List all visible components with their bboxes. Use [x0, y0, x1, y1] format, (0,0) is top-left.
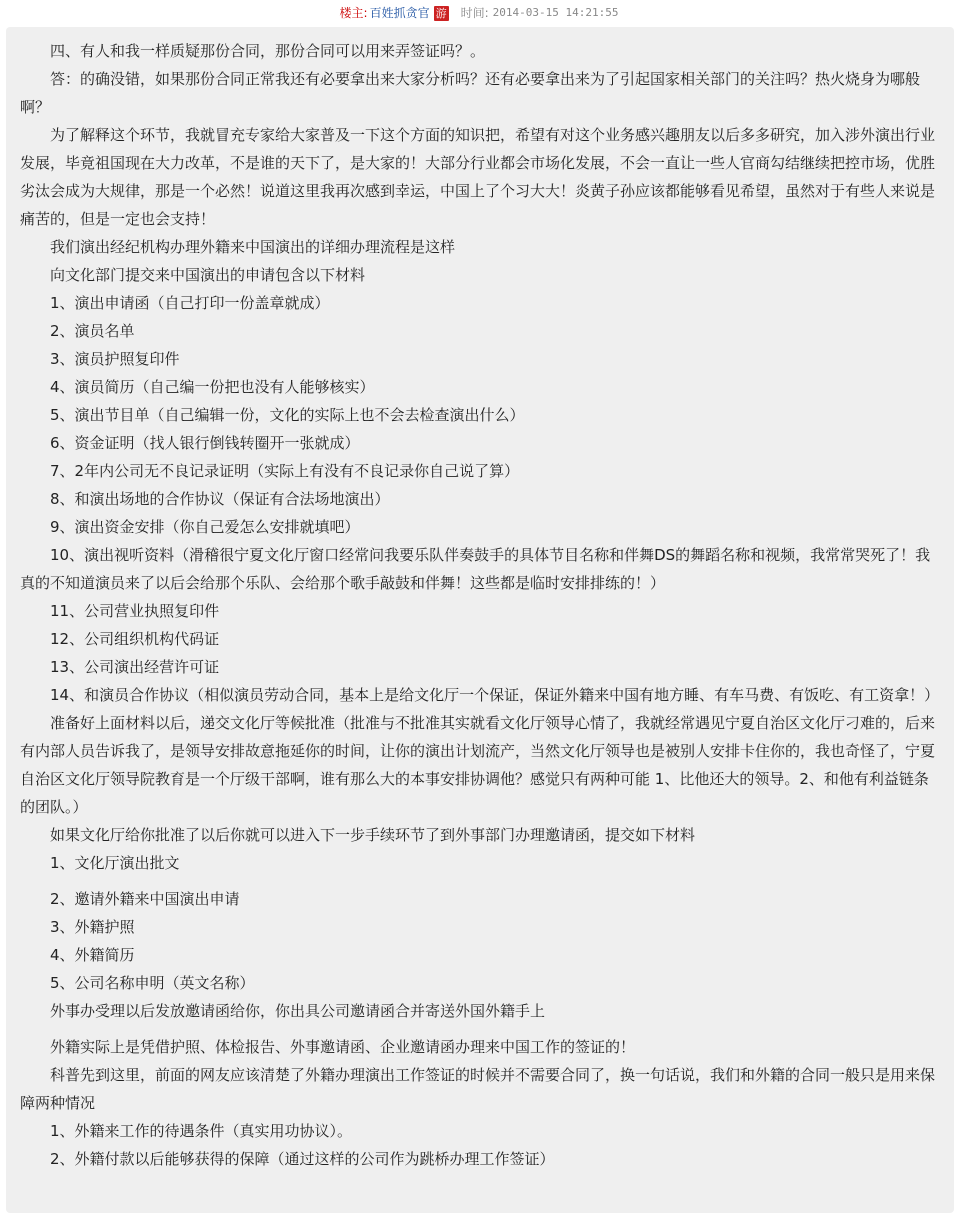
post-paragraph: 答：的确没错，如果那份合同正常我还有必要拿出来大家分析吗？还有必要拿出来为了引起国家相关部门的关注吗？热火烧身为哪般啊？ — [20, 70, 921, 116]
list-item: 8、和演出场地的合作协议（保证有合法场地演出） — [50, 490, 390, 508]
list-item: 1、演出申请函（自己打印一份盖章就成） — [50, 294, 330, 312]
list-item: 9、演出资金安排（你自己爱怎么安排就填吧） — [50, 518, 360, 536]
list-item: 10、演出视听资料（滑稽很宁夏文化厅窗口经常问我要乐队伴奏鼓手的具体节目名称和伴舞DS的舞蹈名称和视频，我常常哭死了！我真的不知道演员来了以后会给那个乐队、会给那个歌手敲鼓和伴舞！这些都是临时安排排练的！） — [20, 546, 931, 592]
list-item: 11、公司营业执照复印件 — [50, 602, 220, 620]
post-paragraph: 外事办受理以后发放邀请函给你，你出具公司邀请函合并寄送外国外籍手上 — [50, 1002, 546, 1020]
list-item: 5、演出节目单（自己编辑一份，文化的实际上也不会去检查演出什么） — [50, 406, 525, 424]
author-name-link[interactable]: 百姓抓贪官 — [369, 6, 430, 20]
list-item: 2、外籍付款以后能够获得的保障（通过这样的公司作为跳桥办理工作签证） — [50, 1150, 555, 1168]
guest-badge-icon: 游 — [435, 6, 447, 20]
list-item: 3、演员护照复印件 — [50, 350, 180, 368]
list-item: 2、演员名单 — [50, 322, 135, 340]
time-label: 时间: — [460, 6, 489, 20]
post-timestamp: 2014-03-15 14:21:55 — [492, 6, 619, 19]
list-item: 1、文化厅演出批文 — [50, 854, 180, 872]
author-label: 楼主: — [339, 6, 368, 20]
post-paragraph: 四、有人和我一样质疑那份合同，那份合同可以用来弄签证吗？。 — [50, 42, 486, 60]
post-paragraph: 为了解释这个环节，我就冒充专家给大家普及一下这个方面的知识把，希望有对这个业务感兴趣朋友以后多多研究，加入涉外演出行业发展，毕竟祖国现在大力改革，不是谁的天下了，是大家的！大部分行业都会市场化发展，不会一直让一些人官商勾结继续把控市场，优胜劣汰会成为大规律，那是一个必然！说道这里我再次感到幸运，中国上了个习大大！炎黄子孙应该都能够看见希望，虽然对于有些人来说是痛苦的，但是一定也会支持！ — [20, 126, 936, 228]
list-item: 14、和演员合作协议（相似演员劳动合同，基本上是给文化厅一个保证，保证外籍来中国有地方睡、有车马费、有饭吃、有工资拿！） — [50, 686, 940, 704]
list-item: 2、邀请外籍来中国演出申请 — [50, 890, 240, 908]
list-item: 13、公司演出经营许可证 — [50, 658, 220, 676]
post-paragraph: 准备好上面材料以后，递交文化厅等候批准（批准与不批准其实就看文化厅领导心情了，我就经常遇见宁夏自治区文化厅刁难的，后来有内部人员告诉我了，是领导安排故意拖延你的时间，让你的演出计划流产，当然文化厅领导也是被别人安排卡住你的，我也奇怪了，宁夏自治区文化厅领导院教育是一个厅级干部啊，谁有那么大的本事安排协调他？感觉只有两种可能 1、比他还大的领导。2、和他有利益链条的团队。） — [20, 714, 936, 816]
post-paragraph: 我们演出经纪机构办理外籍来中国演出的详细办理流程是这样 — [50, 238, 456, 256]
list-item: 4、外籍简历 — [50, 946, 135, 964]
list-item: 12、公司组织机构代码证 — [50, 630, 220, 648]
post-body — [6, 27, 954, 1213]
post-paragraph: 外籍实际上是凭借护照、体检报告、外事邀请函、企业邀请函办理来中国工作的签证的！ — [50, 1038, 636, 1056]
list-item: 6、资金证明（找人银行倒钱转圈开一张就成） — [50, 434, 360, 452]
post-header — [0, 0, 958, 26]
list-item: 7、2年内公司无不良记录证明（实际上有没有不良记录你自己说了算） — [50, 462, 520, 480]
list-item: 5、公司名称申明（英文名称） — [50, 974, 255, 992]
list-item: 4、演员简历（自己编一份把也没有人能够核实） — [50, 378, 375, 396]
list-item: 3、外籍护照 — [50, 918, 135, 936]
list-item: 1、外籍来工作的待遇条件（真实用功协议）。 — [50, 1122, 353, 1140]
post-paragraph: 向文化部门提交来中国演出的申请包含以下材料 — [50, 266, 366, 284]
post-paragraph: 如果文化厅给你批准了以后你就可以进入下一步手续环节了到外事部门办理邀请函，提交如下材料 — [50, 826, 696, 844]
post-paragraph: 科普先到这里，前面的网友应该清楚了外籍办理演出工作签证的时候并不需要合同了，换一句话说，我们和外籍的合同一般只是用来保障两种情况 — [20, 1066, 936, 1112]
